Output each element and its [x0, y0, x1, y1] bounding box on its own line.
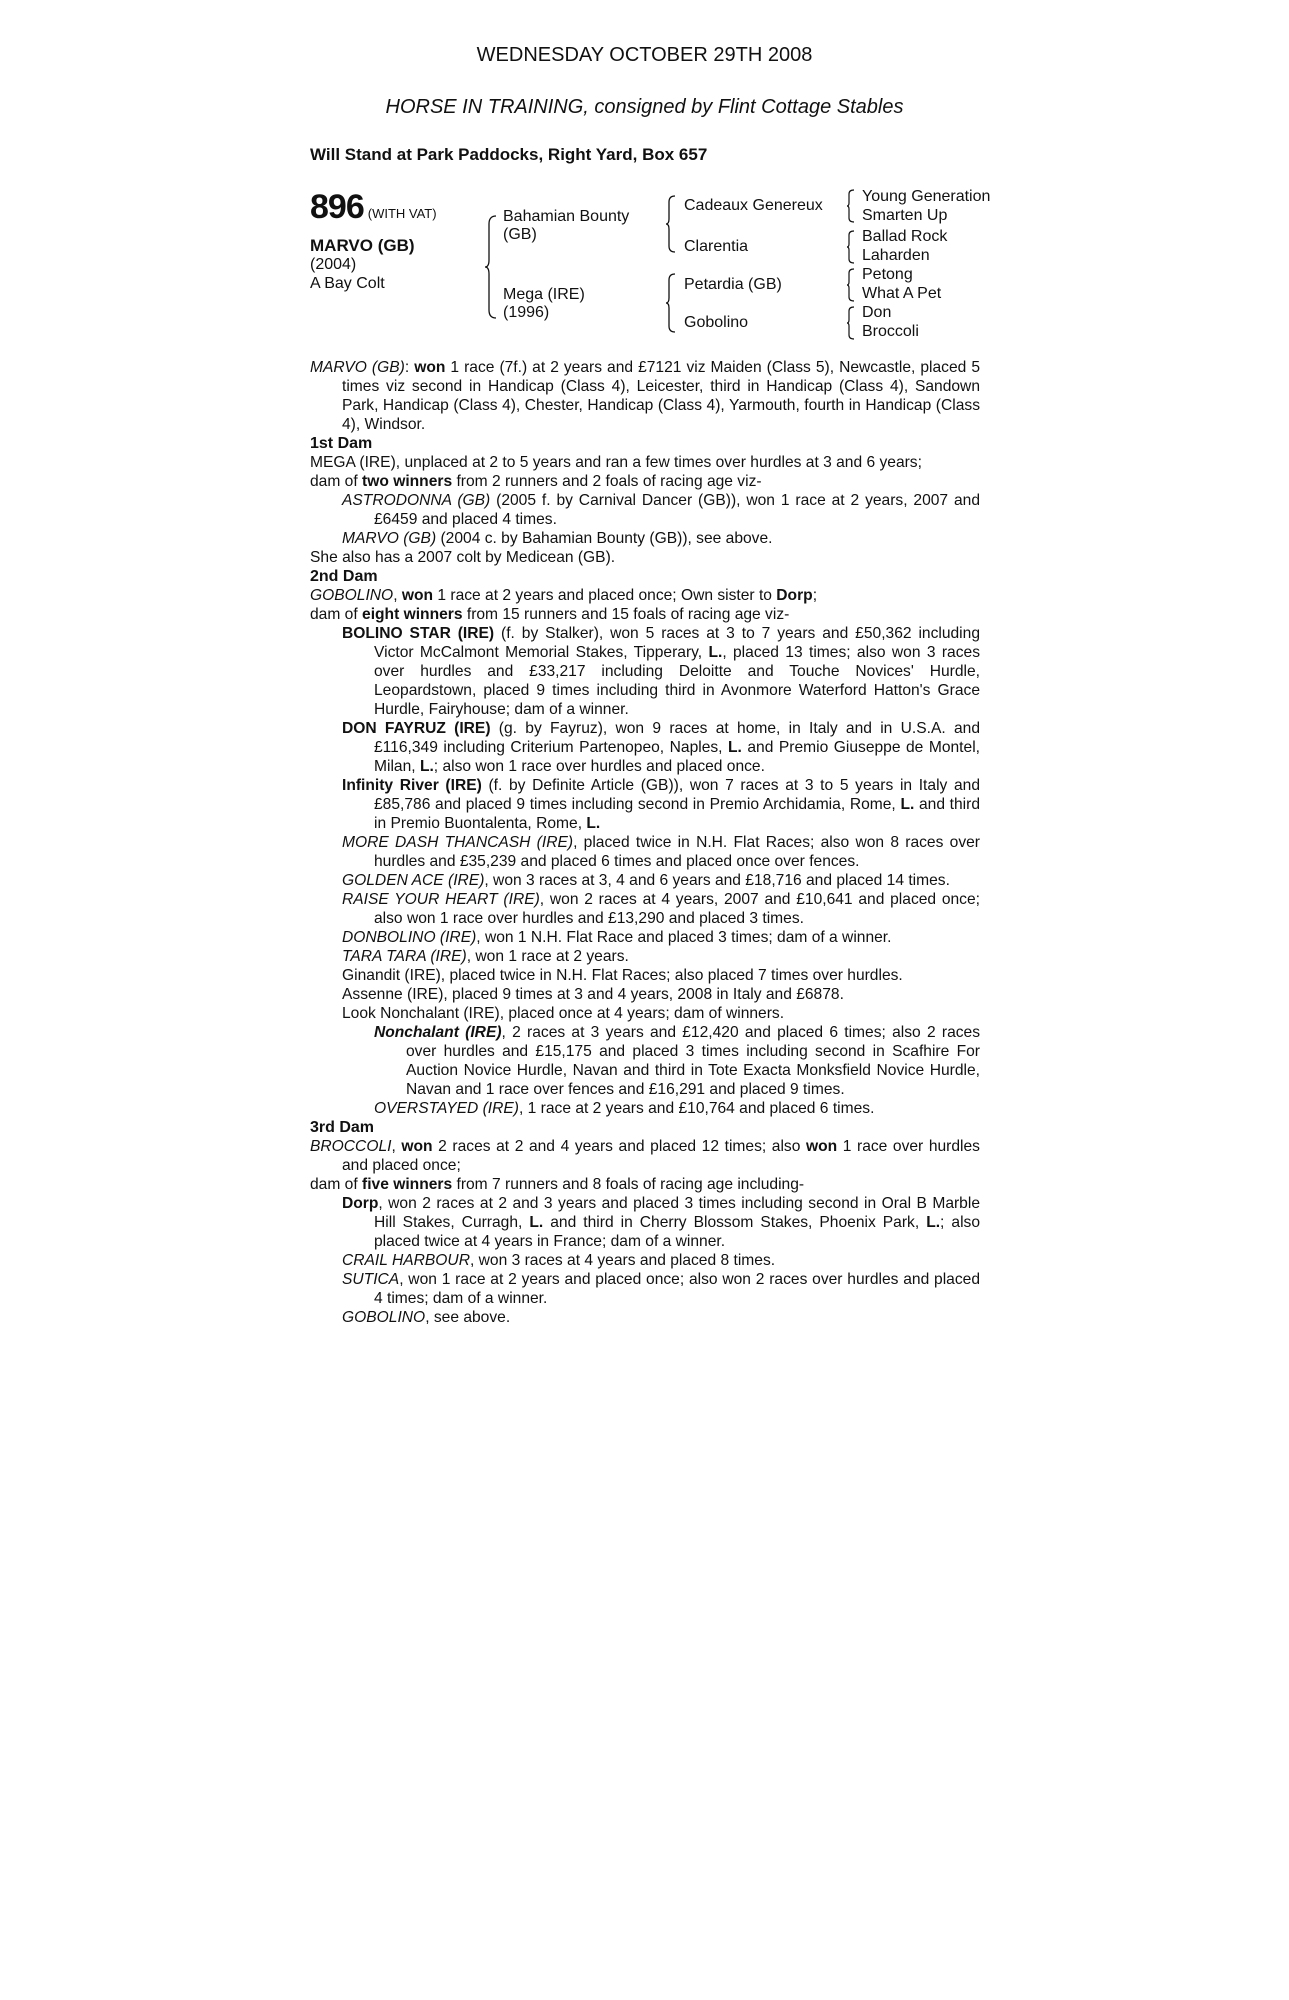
produce-entry: SUTICA, won 1 race at 2 years and placed once; also won 2 races over hurdles and placed 4 times; dam of a winner.: [342, 1271, 980, 1307]
first-dam-footer: She also has a 2007 colt by Medicean (GB).: [310, 549, 616, 566]
pedigree-sire-sire: Cadeaux Genereux: [684, 197, 823, 214]
pedigree-g3: Ballad Rock: [862, 228, 948, 245]
produce-entry: DONBOLINO (IRE), won 1 N.H. Flat Race and placed 3 times; dam of a winner.: [342, 929, 892, 946]
produce-entry: GOBOLINO, see above.: [342, 1309, 511, 1326]
produce-entry: Look Nonchalant (IRE), placed once at 4 years; dam of winners.: [342, 1005, 785, 1022]
pedigree-brace-sire: [665, 194, 677, 254]
stand-location: Will Stand at Park Paddocks, Right Yard, Box 657: [310, 145, 708, 164]
sale-date: WEDNESDAY OCTOBER 29TH 2008: [476, 44, 813, 66]
horse-description: A Bay Colt: [310, 275, 385, 292]
third-dam-line: BROCCOLI, won 2 races at 2 and 4 years and placed 12 times; also won 1 race over hurdles and placed once;: [310, 1138, 980, 1174]
pedigree-brace-g1: [846, 188, 856, 224]
consignment-line: HORSE IN TRAINING, consigned by Flint Cottage Stables: [385, 96, 904, 118]
pedigree-brace-dam: [665, 272, 677, 334]
produce-entry: Infinity River (IRE) (f. by Definite Article (GB)), won 7 races at 3 to 5 years in Italy and £85,786 and placed 9 times including second in Premio Archidamia, Rome, L. and third in Premio Buontalenta, Rome, L.: [342, 777, 980, 832]
third-dam-produce-summary: dam of five winners from 7 runners and 8 foals of racing age including-: [310, 1176, 805, 1193]
produce-entry: Ginandit (IRE), placed twice in N.H. Flat Races; also placed 7 times over hurdles.: [342, 967, 903, 984]
pedigree-sire-dam: Clarentia: [684, 238, 749, 255]
pedigree-g5: Petong: [862, 266, 913, 283]
second-dam-line: GOBOLINO, won 1 race at 2 years and placed once; Own sister to Dorp;: [310, 587, 818, 604]
pedigree-g1: Young Generation: [862, 188, 991, 205]
produce-entry: TARA TARA (IRE), won 1 race at 2 years.: [342, 948, 629, 965]
pedigree-sire-country: (GB): [503, 226, 537, 243]
produce-entry: DON FAYRUZ (IRE) (g. by Fayruz), won 9 races at home, in Italy and in U.S.A. and £116,349 including Criterium Partenopeo, Naples, L. and Premio Giuseppe de Montel, Milan, L.; also won 1 race over hurdles and placed once.: [342, 720, 980, 775]
produce-entry: Dorp, won 2 races at 2 and 3 years and placed 3 times including second in Oral B Marble Hill Stakes, Curragh, L. and third in Cherry Blossom Stakes, Phoenix Park, L.; also placed twice at 4 years in France; dam of a winner.: [342, 1195, 980, 1250]
produce-entry: ASTRODONNA (GB) (2005 f. by Carnival Dancer (GB)), won 1 race at 2 years, 2007 and £6459 and placed 4 times.: [342, 492, 981, 528]
pedigree-sire: Bahamian Bounty: [503, 208, 630, 225]
pedigree-brace-main: [484, 214, 498, 320]
third-dam-heading: 3rd Dam: [310, 1119, 375, 1136]
second-dam-produce-summary: dam of eight winners from 15 runners and 15 foals of racing age viz-: [310, 606, 790, 623]
produce-entry: MARVO (GB) (2004 c. by Bahamian Bounty (GB)), see above.: [342, 530, 773, 547]
produce-entry: Assenne (IRE), placed 9 times at 3 and 4 years, 2008 in Italy and £6878.: [342, 986, 844, 1003]
pedigree-brace-g3: [846, 267, 856, 303]
pedigree-g4: Laharden: [862, 247, 930, 264]
horse-name: MARVO (GB): [310, 236, 415, 255]
pedigree-dam: Mega (IRE): [503, 286, 585, 303]
lot-number-block: [310, 188, 437, 227]
produce-entry: GOLDEN ACE (IRE), won 3 races at 3, 4 and 6 years and £18,716 and placed 14 times.: [342, 872, 950, 889]
second-dam-heading: 2nd Dam: [310, 568, 378, 585]
pedigree-g2: Smarten Up: [862, 207, 948, 224]
catalogue-content: [310, 358, 980, 1327]
pedigree-dam-dam: Gobolino: [684, 314, 749, 331]
vat-note: (WITH VAT): [367, 206, 437, 221]
pedigree-g7: Don: [862, 304, 892, 321]
pedigree-dam-year: (1996): [503, 304, 550, 321]
first-dam-line: MEGA (IRE), unplaced at 2 to 5 years and ran a few times over hurdles at 3 and 6 years;: [310, 454, 922, 471]
produce-entry: RAISE YOUR HEART (IRE), won 2 races at 4 years, 2007 and £10,641 and placed once; also won 1 race over hurdles and £13,290 and placed 3 times.: [342, 891, 980, 927]
pedigree-dam-sire: Petardia (GB): [684, 276, 782, 293]
pedigree-g6: What A Pet: [862, 285, 942, 302]
grand-produce-entry: OVERSTAYED (IRE), 1 race at 2 years and £10,764 and placed 6 times.: [374, 1100, 875, 1117]
race-record: MARVO (GB): won 1 race (7f.) at 2 years and £7121 viz Maiden (Class 5), Newcastle, placed 5 times viz second in Handicap (Class 4), Leicester, third in Handicap (Class 4), Sandown Park, Handicap (Class 4), Chester, Handicap (Class 4), Yarmouth, fourth in Handicap (Class 4), Windsor.: [310, 359, 980, 433]
grand-produce-entry: Nonchalant (IRE), 2 races at 3 years and £12,420 and placed 6 times; also 2 races over hurdles and £15,175 and placed 3 times including second in Scafhire For Auction Novice Hurdle, Navan and third in Tote Exacta Monksfield Novice Hurdle, Navan and 1 race over fences and £16,291 and placed 9 times.: [374, 1024, 981, 1098]
first-dam-produce-summary: dam of two winners from 2 runners and 2 foals of racing age viz-: [310, 473, 762, 490]
produce-entry: BOLINO STAR (IRE) (f. by Stalker), won 5 races at 3 to 7 years and £50,362 including Victor McCalmont Memorial Stakes, Tipperary, L., placed 13 times; also won 3 races over hurdles and £33,217 including Deloitte and Touche Novices' Hurdle, Leopardstown, placed 9 times including third in Avonmore Waterford Hatton's Grace Hurdle, Fairyhouse; dam of a winner.: [342, 625, 980, 718]
pedigree-brace-g4: [846, 305, 856, 341]
first-dam-heading: 1st Dam: [310, 435, 373, 452]
pedigree-g8: Broccoli: [862, 323, 919, 340]
lot-number: 896: [310, 188, 364, 226]
pedigree-brace-g2: [846, 229, 856, 265]
produce-entry: CRAIL HARBOUR, won 3 races at 4 years and placed 8 times.: [342, 1252, 776, 1269]
foaling-year: (2004): [310, 256, 357, 273]
produce-entry: MORE DASH THANCASH (IRE), placed twice in N.H. Flat Races; also won 8 races over hurdles and £35,239 and placed 6 times and placed once over fences.: [342, 834, 980, 870]
